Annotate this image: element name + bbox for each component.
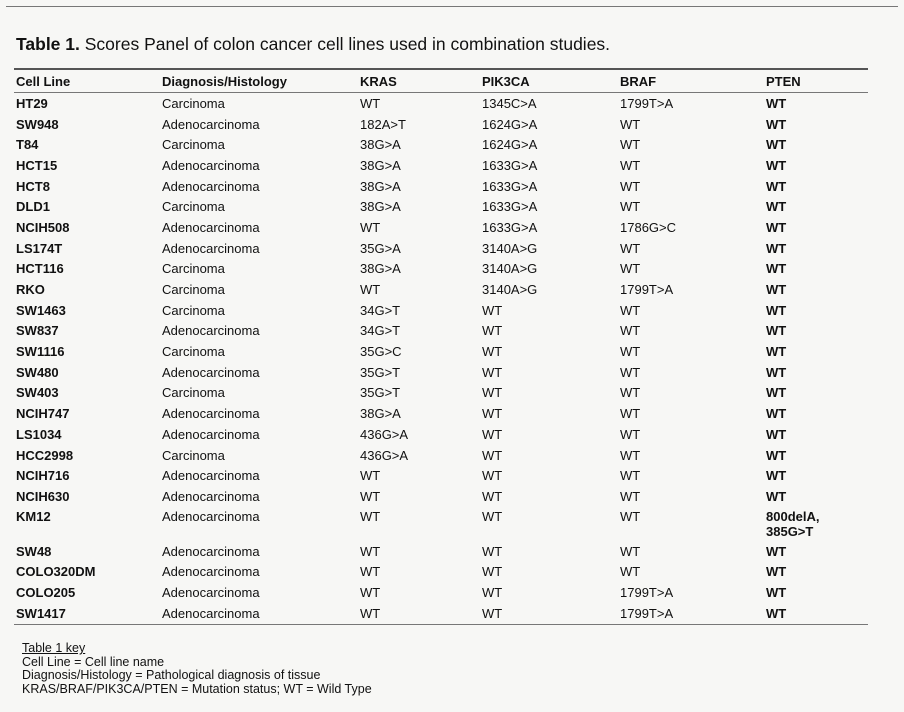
kras-cell: WT [360,488,381,504]
kras-cell: 38G>A [360,406,401,422]
braf-cell: WT [620,543,641,559]
pik3ca-cell: 1633G>A [482,219,538,235]
braf-cell: 1799T>A [620,584,674,600]
pik3ca-cell: WT [482,508,503,524]
column-header: PIK3CA [482,73,530,89]
table-row [14,238,868,259]
kras-cell: WT [360,543,381,559]
pten-cell: WT [766,468,787,484]
pik3ca-cell: 1624G>A [482,116,538,132]
cell-line-cell: COLO205 [16,584,76,600]
pik3ca-cell: 3140A>G [482,282,538,298]
table-row [14,486,868,507]
key-line: KRAS/BRAF/PIK3CA/PTEN = Mutation status; WT = Wild Type [22,681,372,696]
kras-cell: 38G>A [360,178,401,194]
table-body [14,93,868,624]
pik3ca-cell: WT [482,302,503,318]
pik3ca-cell: WT [482,344,503,360]
table-row [14,561,868,582]
pik3ca-cell: WT [482,543,503,559]
pten-cell: WT [766,385,787,401]
cell-line-cell: SW837 [16,323,59,339]
pten-cell: WT [766,199,787,215]
pten-cell: WT [766,564,787,580]
kras-cell: WT [360,605,381,621]
diagnosis-cell: Adenocarcinoma [162,240,260,256]
cell-line-cell: DLD1 [16,199,50,215]
mutation-table [14,68,868,625]
diagnosis-cell: Adenocarcinoma [162,605,260,621]
pik3ca-cell: 1633G>A [482,178,538,194]
caption-text: Scores Panel of colon cancer cell lines used in combination studies. [84,34,611,54]
braf-cell: WT [620,406,641,422]
top-rule [6,6,898,7]
pik3ca-cell: WT [482,584,503,600]
pten-cell: WT [766,282,787,298]
pten-cell: WT [766,137,787,153]
pten-cell: WT [766,584,787,600]
diagnosis-cell: Adenocarcinoma [162,364,260,380]
diagnosis-cell: Adenocarcinoma [162,488,260,504]
table-row [14,507,868,541]
pten-cell: WT [766,95,787,111]
braf-cell: WT [620,116,641,132]
diagnosis-cell: Carcinoma [162,447,225,463]
braf-cell: 1786G>C [620,219,677,235]
braf-cell: WT [620,488,641,504]
table-row [14,93,868,114]
kras-cell: WT [360,282,381,298]
braf-cell: WT [620,508,641,524]
cell-line-cell: SW48 [16,543,52,559]
table-row [14,155,868,176]
braf-cell: WT [620,447,641,463]
table-row [14,279,868,300]
kras-cell: WT [360,508,381,524]
braf-cell: WT [620,178,641,194]
kras-cell: 38G>A [360,199,401,215]
pik3ca-cell: WT [482,447,503,463]
cell-line-cell: NCIH747 [16,406,70,422]
pik3ca-cell: WT [482,426,503,442]
pten-cell: WT [766,323,787,339]
braf-cell: WT [620,364,641,380]
pten-cell: WT [766,157,787,173]
diagnosis-cell: Carcinoma [162,199,225,215]
pik3ca-cell: WT [482,385,503,401]
cell-line-cell: HCC2998 [16,447,74,463]
kras-cell: 182A>T [360,116,406,132]
column-header: BRAF [620,73,657,89]
kras-cell: 436G>A [360,447,409,463]
braf-cell: WT [620,261,641,277]
diagnosis-cell: Carcinoma [162,385,225,401]
pik3ca-cell: 3140A>G [482,261,538,277]
key-line: Diagnosis/Histology = Pathological diagnosis of tissue [22,668,321,682]
cell-line-cell: HCT15 [16,157,58,173]
braf-cell: WT [620,426,641,442]
braf-cell: WT [620,344,641,360]
braf-cell: 1799T>A [620,95,674,111]
diagnosis-cell: Adenocarcinoma [162,219,260,235]
diagnosis-cell: Carcinoma [162,344,225,360]
diagnosis-cell: Adenocarcinoma [162,508,260,524]
diagnosis-cell: Adenocarcinoma [162,468,260,484]
cell-line-cell: SW948 [16,116,59,132]
key-line: Cell Line = Cell line name [22,654,165,669]
braf-cell: WT [620,199,641,215]
braf-cell: WT [620,302,641,318]
kras-cell: WT [360,564,381,580]
pik3ca-cell: 1633G>A [482,199,538,215]
table-row [14,603,868,624]
pten-cell: WT [766,488,787,504]
kras-cell: 35G>C [360,344,402,360]
braf-cell: WT [620,157,641,173]
diagnosis-cell: Adenocarcinoma [162,426,260,442]
table-row [14,541,868,562]
diagnosis-cell: Carcinoma [162,261,225,277]
cell-line-cell: HCT8 [16,178,50,194]
pten-cell: WT [766,344,787,360]
table-row [14,114,868,135]
pten-cell: WT [766,178,787,194]
pten-cell: WT [766,426,787,442]
diagnosis-cell: Carcinoma [162,95,225,111]
diagnosis-cell: Adenocarcinoma [162,543,260,559]
cell-line-cell: SW480 [16,364,59,380]
cell-line-cell: HCT116 [16,261,64,277]
kras-cell: 34G>T [360,323,401,339]
kras-cell: 35G>T [360,364,401,380]
kras-cell: 38G>A [360,137,401,153]
cell-line-cell: SW403 [16,385,59,401]
column-header: KRAS [360,73,397,89]
pten-cell: WT [766,116,787,132]
pik3ca-cell: WT [482,605,503,621]
kras-cell: 436G>A [360,426,409,442]
kras-cell: WT [360,468,381,484]
cell-line-cell: LS1034 [16,426,62,442]
braf-cell: WT [620,385,641,401]
pten-cell: WT [766,219,787,235]
braf-cell: WT [620,240,641,256]
pten-cell: WT [766,543,787,559]
column-header: Cell Line [16,73,71,89]
kras-cell: 34G>T [360,302,401,318]
table-row [14,134,868,155]
pten-cell: WT [766,364,787,380]
diagnosis-cell: Adenocarcinoma [162,406,260,422]
pik3ca-cell: 1633G>A [482,157,538,173]
pten-cell: WT [766,240,787,256]
table-row [14,465,868,486]
diagnosis-cell: Adenocarcinoma [162,157,260,173]
table-row [14,176,868,197]
cell-line-cell: HT29 [16,95,48,111]
table-row [14,259,868,280]
table-row [14,582,868,603]
table-row [14,341,868,362]
diagnosis-cell: Adenocarcinoma [162,116,260,132]
pik3ca-cell: 3140A>G [482,240,538,256]
pten-cell: WT [766,406,787,422]
cell-line-cell: SW1463 [16,302,66,318]
braf-cell: 1799T>A [620,282,674,298]
table-row [14,300,868,321]
cell-line-cell: NCIH630 [16,488,70,504]
kras-cell: WT [360,95,381,111]
diagnosis-cell: Carcinoma [162,302,225,318]
cell-line-cell: SW1116 [16,344,65,360]
table-row [14,321,868,342]
kras-cell: WT [360,219,381,235]
kras-cell: 35G>T [360,385,401,401]
pik3ca-cell: 1345C>A [482,95,537,111]
braf-cell: WT [620,564,641,580]
kras-cell: 38G>A [360,157,401,173]
braf-cell: WT [620,137,641,153]
table-row [14,445,868,466]
kras-cell: 38G>A [360,261,401,277]
braf-cell: 1799T>A [620,605,674,621]
key-title: Table 1 key [22,641,86,655]
cell-line-cell: RKO [16,282,45,298]
pten-cell: 800delA, 385G>T [766,508,820,539]
table-row [14,217,868,238]
pik3ca-cell: WT [482,406,503,422]
cell-line-cell: NCIH716 [16,468,70,484]
column-header: PTEN [766,73,801,89]
pik3ca-cell: 1624G>A [482,137,538,153]
table-caption [16,34,896,55]
braf-cell: WT [620,323,641,339]
diagnosis-cell: Carcinoma [162,282,225,298]
table-row [14,383,868,404]
diagnosis-cell: Carcinoma [162,137,225,153]
kras-cell: 35G>A [360,240,401,256]
table-row [14,362,868,383]
table-key [22,642,372,696]
pten-cell: WT [766,261,787,277]
pten-cell: WT [766,605,787,621]
cell-line-cell: NCIH508 [16,219,70,235]
table-bottom-rule [14,624,868,625]
cell-line-cell: SW1417 [16,605,66,621]
pik3ca-cell: WT [482,564,503,580]
column-header: Diagnosis/Histology [162,73,287,89]
kras-cell: WT [360,584,381,600]
table-row [14,196,868,217]
pik3ca-cell: WT [482,364,503,380]
cell-line-cell: KM12 [16,508,51,524]
diagnosis-cell: Adenocarcinoma [162,584,260,600]
braf-cell: WT [620,468,641,484]
pten-cell: WT [766,302,787,318]
pik3ca-cell: WT [482,488,503,504]
diagnosis-cell: Adenocarcinoma [162,323,260,339]
caption-label: Table 1. [16,34,80,54]
table-row [14,424,868,445]
diagnosis-cell: Adenocarcinoma [162,564,260,580]
diagnosis-cell: Adenocarcinoma [162,178,260,194]
table-row [14,403,868,424]
pten-cell: WT [766,447,787,463]
cell-line-cell: T84 [16,137,39,153]
table-header-row [14,70,868,92]
cell-line-cell: LS174T [16,240,63,256]
pik3ca-cell: WT [482,323,503,339]
cell-line-cell: COLO320DM [16,564,96,580]
pik3ca-cell: WT [482,468,503,484]
